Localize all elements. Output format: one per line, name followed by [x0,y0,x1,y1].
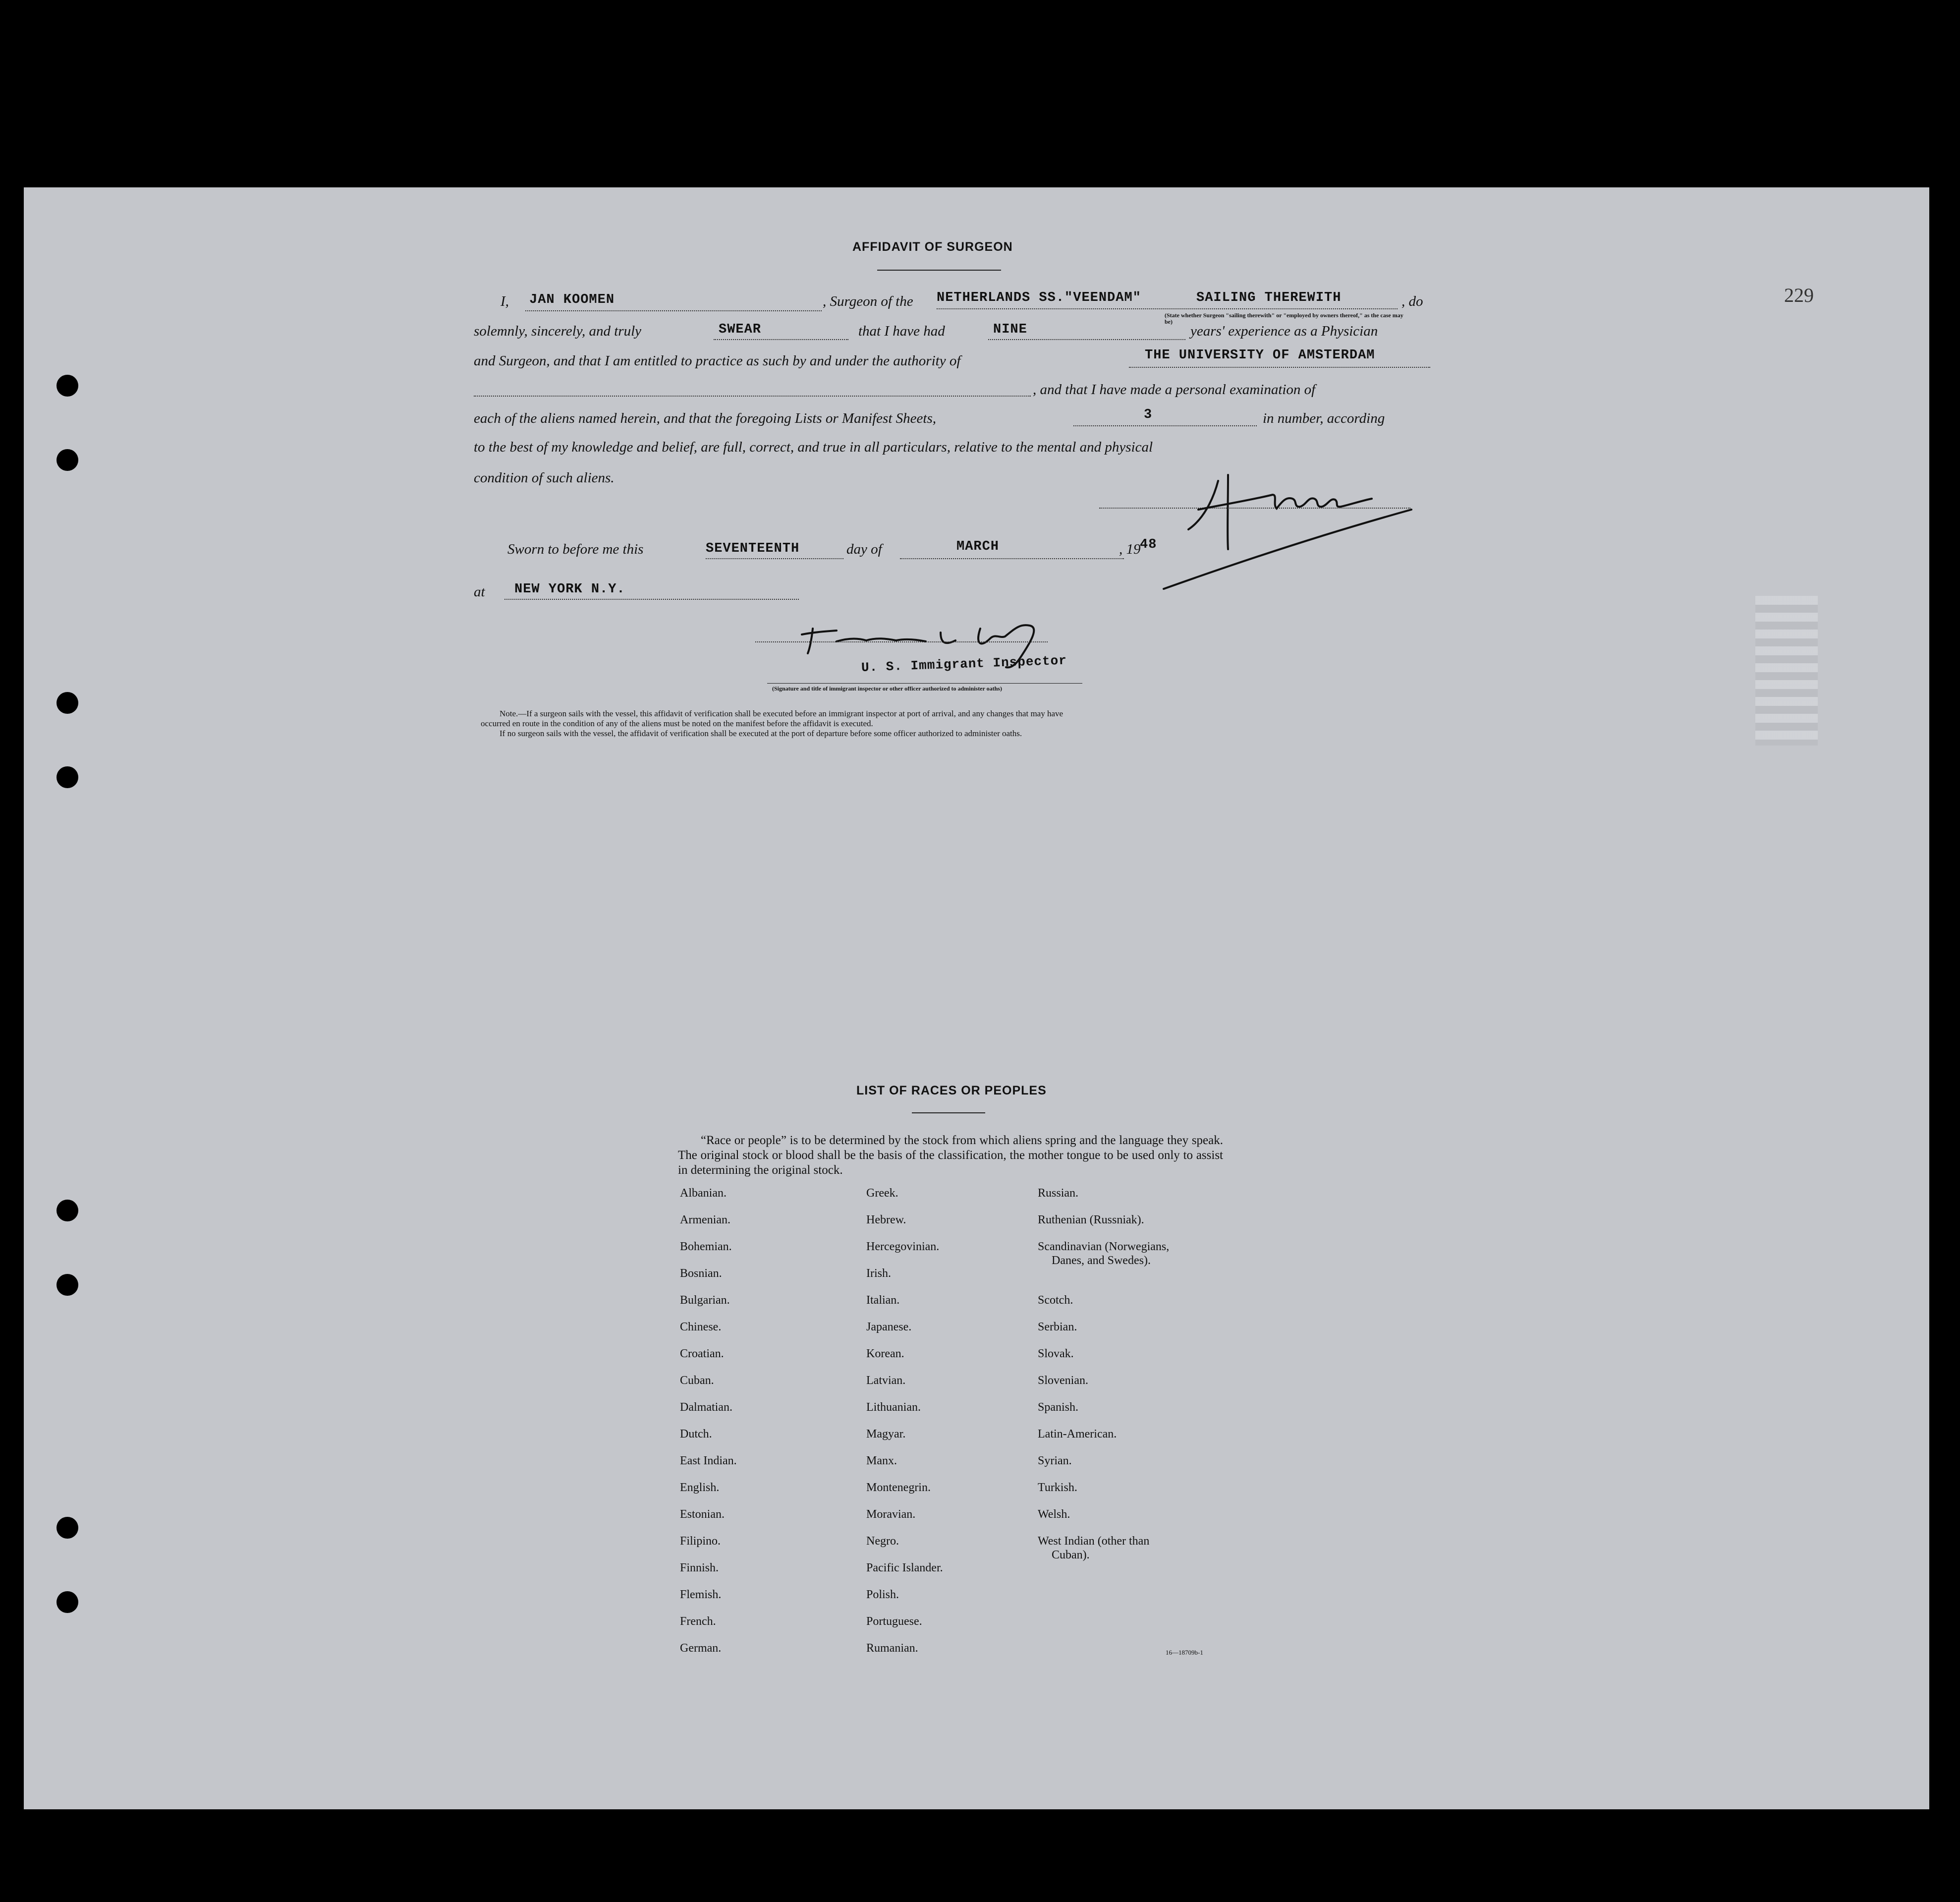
race-item: Flemish. [680,1588,722,1601]
surgeon-name-dots [525,310,822,311]
race-item: Moravian. [866,1508,916,1521]
race-item: Syrian. [1038,1454,1072,1467]
race-item: Rumanian. [866,1642,918,1655]
binder-hole [56,449,78,471]
sworn-text-b: day of [846,541,882,557]
race-item: Hebrew. [866,1213,906,1226]
binder-hole [56,375,78,397]
race-item: Slovak. [1038,1347,1074,1360]
race-item: Turkish. [1038,1481,1077,1494]
race-item: Greek. [866,1187,898,1200]
race-item: Chinese. [680,1321,722,1333]
binder-hole [56,1274,78,1296]
vessel-field: NETHERLANDS SS."VEENDAM" [937,290,1141,305]
race-item: Albanian. [680,1187,727,1200]
oath-dots [714,339,848,340]
race-item: Latin-American. [1038,1428,1117,1441]
vessel-dots [937,308,1398,309]
surgeon-name-field: JAN KOOMEN [529,292,615,307]
sheets-dots [1073,425,1257,426]
races-title-underline [912,1112,985,1113]
inspector-title: U. S. Immigrant Inspector [861,653,1067,675]
inspector-signature-dots [755,641,1048,642]
race-item: Magyar. [866,1428,906,1441]
race-item: Serbian. [1038,1321,1077,1333]
binder-hole [56,692,78,714]
race-item: West Indian (other than [1038,1535,1150,1548]
race-item: Bohemian. [680,1240,732,1253]
races-title: LIST OF RACES OR PEOPLES [856,1084,1047,1097]
race-item: Italian. [866,1294,900,1307]
race-item: German. [680,1642,722,1655]
line7-text: condition of such aliens. [474,470,615,486]
race-item: Armenian. [680,1213,730,1226]
races-intro: “Race or people” is to be determined by the stock from which aliens spring and the language they speak. The original stock or blood shall be the basis of the classification, the mother tongue to be used only to assist in determining the original stock. [678,1134,1223,1177]
race-item: Cuban). [1052,1549,1090,1561]
note-line-2: occurred en route in the condition of any of the aliens must be noted on the manifest before the affidavit is executed. [481,719,873,728]
years-field: NINE [993,322,1027,337]
race-item: East Indian. [680,1454,737,1467]
race-item: Pacific Islander. [866,1561,943,1574]
race-item: Estonian. [680,1508,725,1521]
place-dots [504,599,799,600]
race-item: Spanish. [1038,1401,1079,1414]
races-column-1 [680,1187,737,1669]
race-item: Montenegrin. [866,1481,931,1494]
race-item: Japanese. [866,1321,912,1333]
authority-field: THE UNIVERSITY OF AMSTERDAM [1145,348,1375,363]
line5-text-b: in number, according [1263,410,1385,426]
surgeon-signature [1154,455,1431,604]
races-column-2 [866,1187,943,1669]
line5-text-a: each of the aliens named herein, and that the foregoing Lists or Manifest Sheets, [474,410,936,426]
race-item: Negro. [866,1535,899,1548]
race-item: Ruthenian (Russniak). [1038,1213,1144,1226]
line1-prefix: I, [501,293,509,309]
race-item: Dutch. [680,1428,712,1441]
note-line-1: Note.—If a surgeon sails with the vessel, this affidavit of verification shall be executed before an immigrant inspector at port of arrival, and any changes that may have [500,709,1064,718]
binder-hole [56,1591,78,1613]
race-item: Bosnian. [680,1267,722,1280]
race-item: Polish. [866,1588,899,1601]
race-item: Slovenian. [1038,1374,1088,1387]
binder-hole [56,766,78,788]
race-item: Lithuanian. [866,1401,921,1414]
sworn-month-dots [900,558,1124,559]
years-dots [988,339,1185,340]
place-field: NEW YORK N.Y. [514,582,625,597]
race-item: Irish. [866,1267,891,1280]
line6-text: to the best of my knowledge and belief, are full, correct, and true in all particulars, relative to the mental and physical [474,439,1153,455]
race-item: Croatian. [680,1347,724,1360]
race-item: Cuban. [680,1374,714,1387]
sworn-text-a: Sworn to before me this [507,541,644,557]
race-item: Hercegovinian. [866,1240,940,1253]
line1-state-note: (State whether Surgeon "sailing therewith" or "employed by owners thereof," as the case may be) [1165,312,1403,325]
race-item: Bulgarian. [680,1294,730,1307]
note-line-3: If no surgeon sails with the vessel, the affidavit of verification shall be executed at the port of departure before some officer authorized to administer oaths. [500,729,1022,738]
sworn-year-prefix: , 19 [1119,541,1141,557]
line1-do: , do [1401,293,1423,309]
sworn-day-field: SEVENTEENTH [706,541,800,556]
line2-text-b: that I have had [858,323,945,339]
race-item: Russian. [1038,1187,1079,1200]
race-item: French. [680,1615,716,1628]
title-underline [877,270,1001,271]
race-item: Portuguese. [866,1615,922,1628]
sworn-day-dots [706,558,843,559]
race-item: Finnish. [680,1561,719,1574]
races-column-3 [1038,1187,1169,1575]
race-item: Scotch. [1038,1294,1073,1307]
sailing-field: SAILING THEREWITH [1196,290,1342,305]
race-item: Latvian. [866,1374,906,1387]
race-item: Korean. [866,1347,904,1360]
affidavit-title: AFFIDAVIT OF SURGEON [852,240,1013,254]
inspector-caption: (Signature and title of immigrant inspector or other officer authorized to administer oaths) [772,685,1002,692]
document-sheet [24,187,1929,1809]
race-item: Danes, and Swedes). [1052,1254,1151,1267]
form-code: 16—18709b-1 [1166,1649,1203,1656]
line3-text: and Surgeon, and that I am entitled to practice as such by and under the authority of [474,353,961,369]
race-item: Scandinavian (Norwegians, [1038,1240,1170,1253]
race-item: Welsh. [1038,1508,1070,1521]
place-prefix: at [474,584,485,600]
authority-continued-dots [474,396,1031,397]
oath-field: SWEAR [719,322,762,337]
sworn-month-field: MARCH [956,539,1000,554]
line1-surgeon-of: , Surgeon of the [823,293,913,309]
sheets-field: 3 [1144,407,1153,422]
race-item: Manx. [866,1454,897,1467]
race-item: Dalmatian. [680,1401,732,1414]
line2-text-c: years' experience as a Physician [1190,323,1378,339]
binder-hole [56,1200,78,1221]
race-item: Filipino. [680,1535,721,1548]
inspector-rule [767,683,1082,684]
race-item: English. [680,1481,720,1494]
page-number: 229 [1784,284,1814,306]
authority-dots [1129,367,1430,368]
binder-hole [56,1517,78,1539]
line2-text-a: solemnly, sincerely, and truly [474,323,642,339]
line4-text: , and that I have made a personal examination of [1033,382,1316,398]
sworn-year-field: 48 [1140,537,1157,552]
scan-artifact [1755,596,1818,746]
